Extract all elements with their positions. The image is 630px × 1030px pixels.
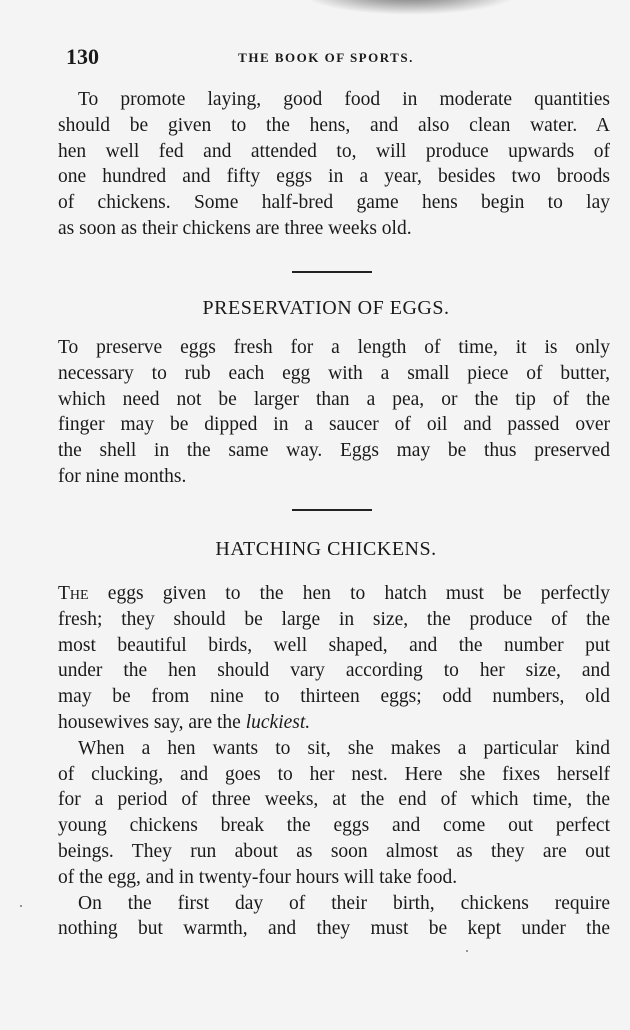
text-line: the shell in the same way. Eggs may be thus preserved <box>58 440 610 462</box>
section-heading: PRESERVATION OF EGGS. <box>202 297 450 319</box>
running-title: THE BOOK OF SPORTS. <box>238 50 414 65</box>
paragraph-laying <box>58 87 610 242</box>
text-line: nothing but warmth, and they must be kept under the <box>58 918 610 940</box>
text-line: finger may be dipped in a saucer of oil and passed over <box>58 414 610 436</box>
text-line: To promote laying, good food in moderate quantities <box>78 89 610 110</box>
text-line: may be from nine to thirteen eggs; odd numbers, old <box>58 686 610 708</box>
italic-word: luckiest. <box>245 711 311 733</box>
text-line: most beautiful birds, well shaped, and the number put <box>58 634 610 656</box>
paragraph-hatching <box>58 581 610 942</box>
text-line: should be given to the hens, and also clean water. A <box>58 114 610 136</box>
text-line: young chickens break the eggs and come out perfect <box>58 815 610 837</box>
text-line <box>58 710 610 736</box>
text-line: as soon as their chickens are three weeks old. <box>58 217 412 239</box>
text-line: fresh; they should be large in size, the produce of the <box>58 608 610 630</box>
text-line: beings. They run about as soon almost as they are out <box>58 840 610 862</box>
section-divider <box>292 271 372 273</box>
section-heading: HATCHING CHICKENS. <box>215 538 437 560</box>
small-caps-word: The <box>58 583 89 604</box>
text-line: To preserve eggs fresh for a length of time, it is only <box>58 337 610 358</box>
section-divider <box>292 509 372 511</box>
text-line: of the egg, and in twenty-four hours will take food. <box>58 866 458 888</box>
scan-speck <box>466 950 468 952</box>
page-number: 130 <box>66 44 99 69</box>
text-line: When a hen wants to sit, she makes a particular kind <box>78 737 610 759</box>
text-line: of clucking, and goes to her nest. Here she fixes herself <box>58 763 610 785</box>
text-line: On the first day of their birth, chickens require <box>78 892 610 914</box>
text-line: one hundred and fifty eggs in a year, besides two broods <box>58 166 610 188</box>
text-line: hen well fed and attended to, will produce upwards of <box>58 140 610 162</box>
text-line: of chickens. Some half-bred game hens begin to lay <box>58 192 610 214</box>
text-line <box>58 581 610 607</box>
scan-speck <box>20 905 22 907</box>
paragraph-preservation <box>58 335 610 490</box>
text-line: under the hen should vary according to her size, and <box>58 660 610 682</box>
text-span: eggs given to the hen to hatch must be perfectly <box>88 583 610 604</box>
text-line: for nine months. <box>58 465 187 487</box>
text-line: for a period of three weeks, at the end of which time, the <box>58 789 610 811</box>
scan-smudge <box>300 0 520 15</box>
text-span: housewives say, are the <box>58 711 246 733</box>
text-line: which need not be larger than a pea, or the tip of the <box>58 388 610 410</box>
text-line: necessary to rub each egg with a small piece of butter, <box>58 362 610 384</box>
